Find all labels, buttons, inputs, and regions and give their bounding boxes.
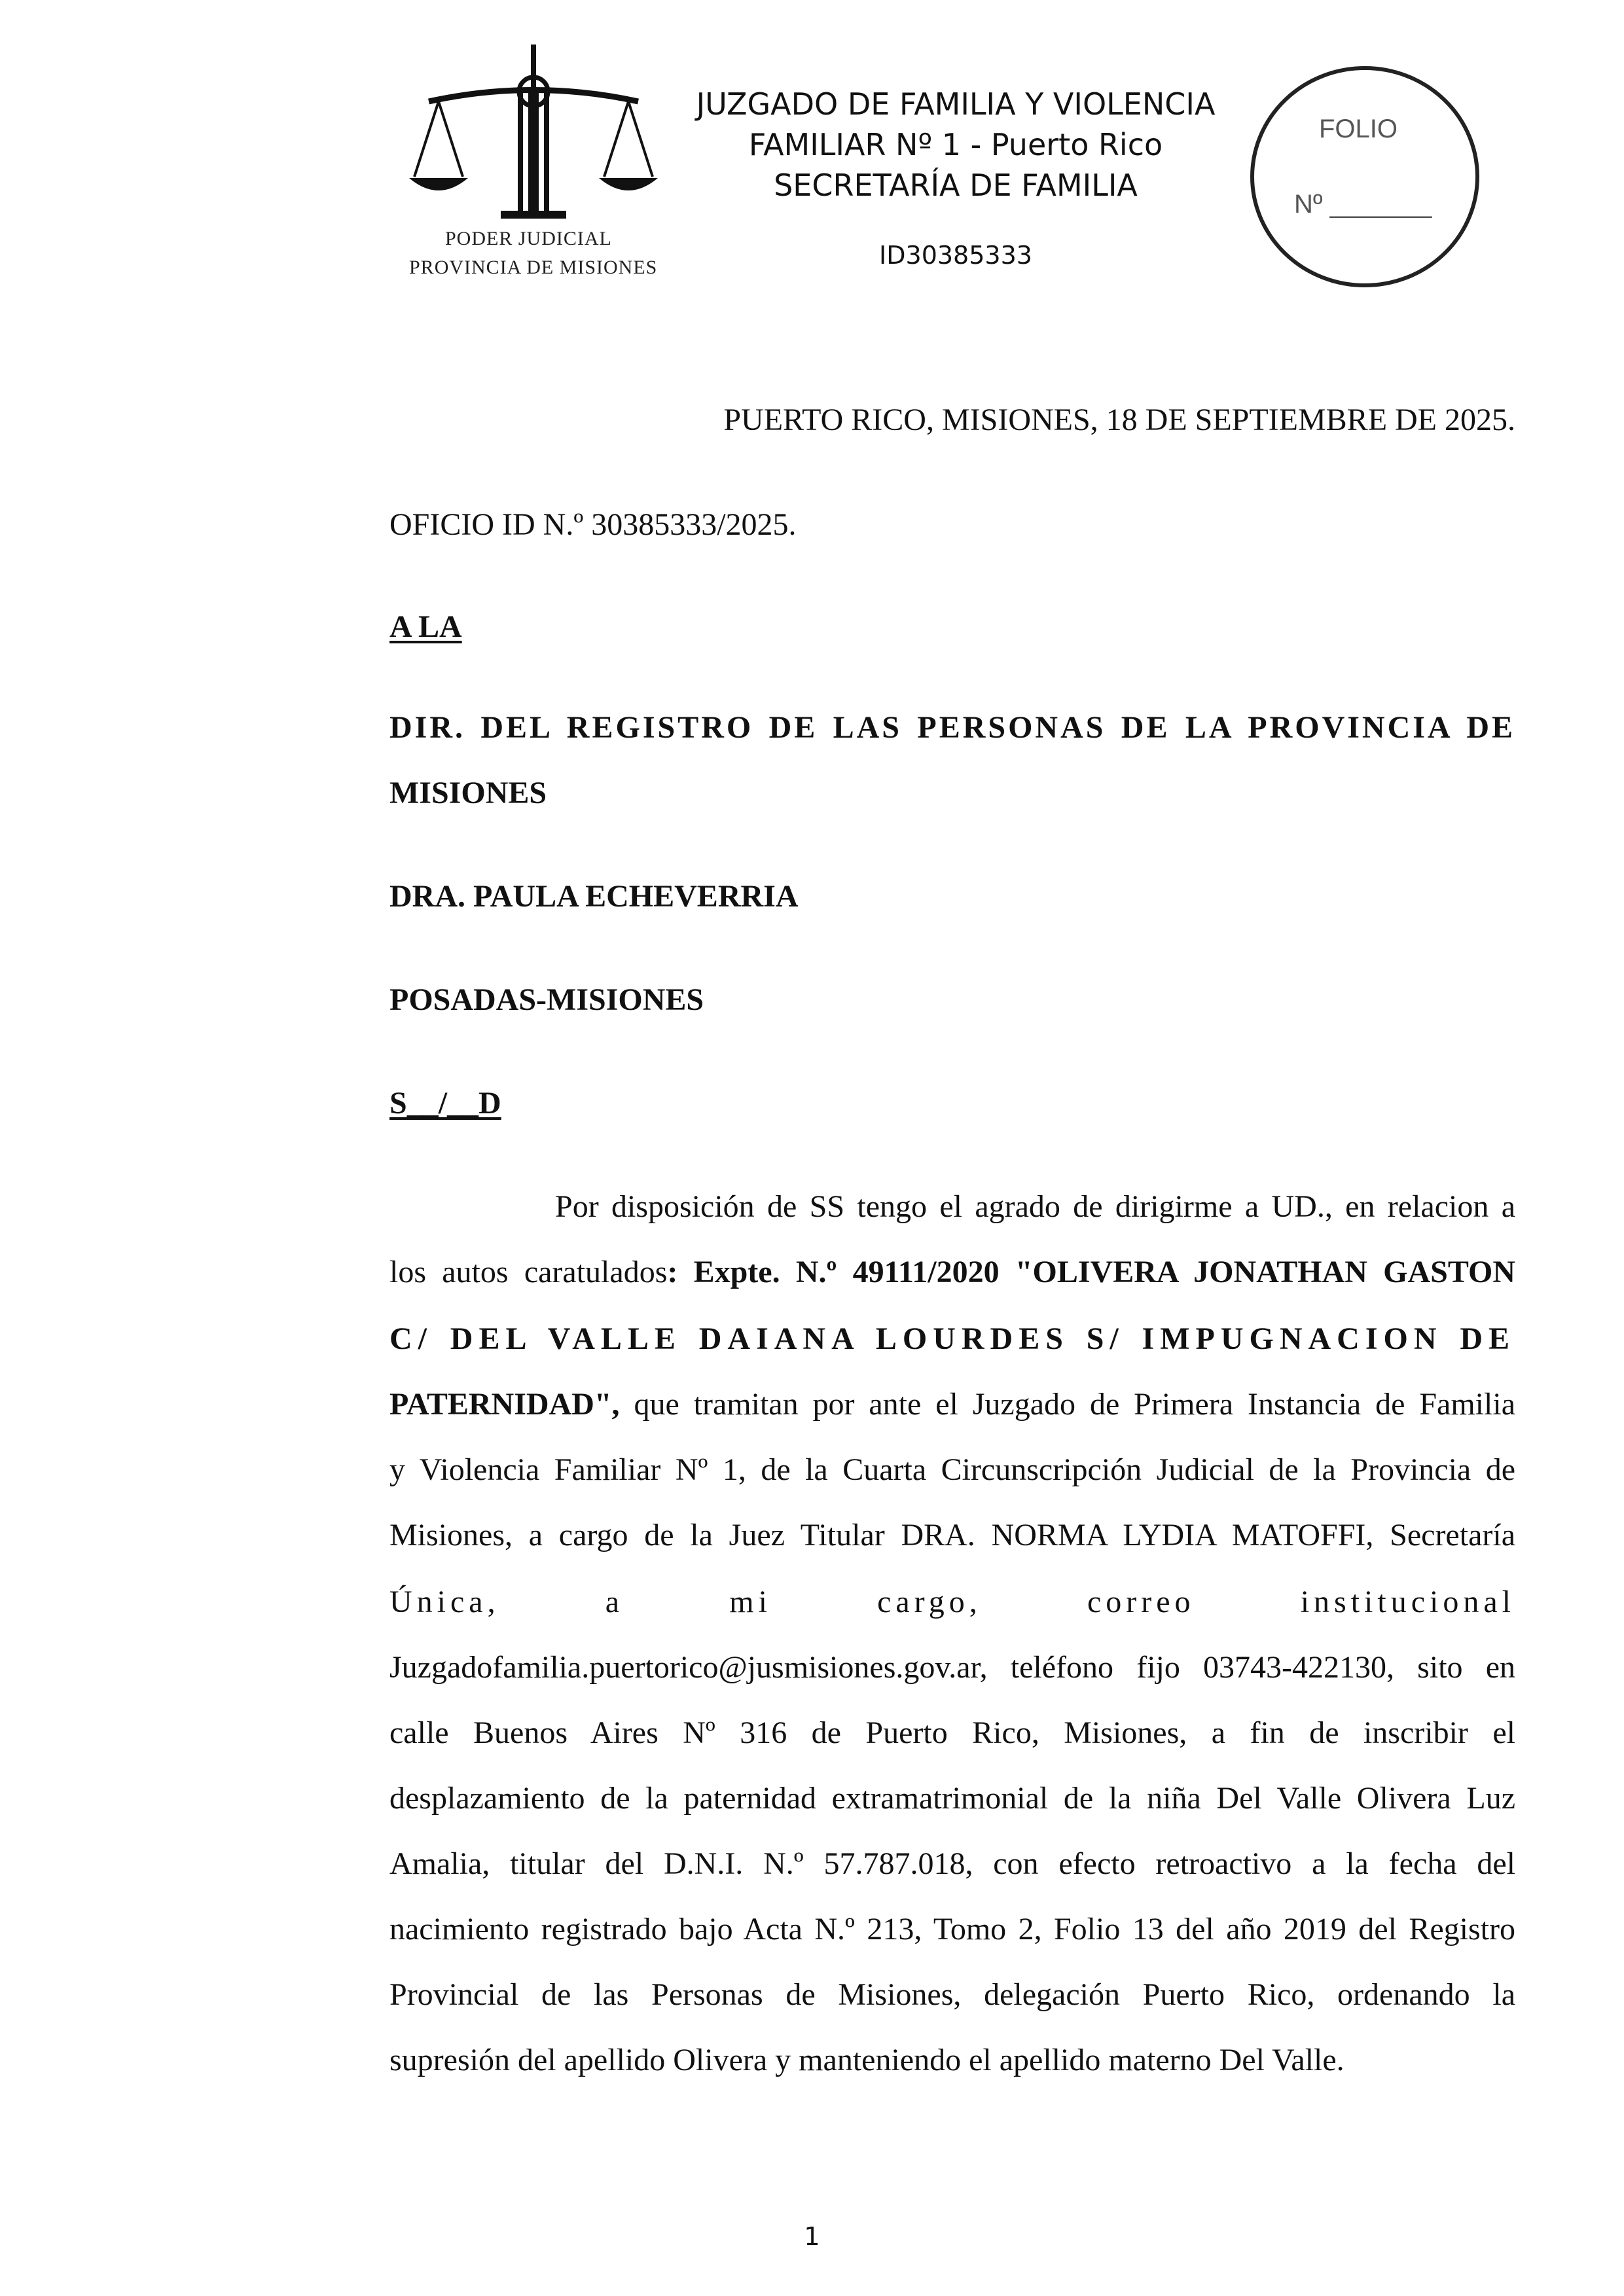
body-line-14: supresión del apellido Olivera y manteniendo el apellido materno Del Valle. — [389, 2043, 1344, 2077]
body-line-10: desplazamiento de la paternidad extramatrimonial de la niña Del Valle Olivera Luz — [389, 1781, 1515, 1816]
salutation-sd: S__/__D — [389, 1086, 501, 1121]
recipient-to: A LA — [389, 609, 462, 644]
body-line-1: Por disposición de SS tengo el agrado de dirigirme a UD., en relacion a — [555, 1189, 1515, 1224]
oficio-number: OFICIO ID N.º 30385333/2025. — [389, 507, 797, 542]
body-line-5: y Violencia Familiar Nº 1, de la Cuarta Circunscripción Judicial de la Provincia de — [389, 1452, 1515, 1487]
body-line-2-plain: los autos caratulados — [389, 1255, 668, 1289]
folio-stamp — [1247, 62, 1483, 291]
document-id: ID30385333 — [879, 241, 1032, 270]
recipient-person: DRA. PAULA ECHEVERRIA — [389, 879, 799, 914]
logo-text-provincia: PROVINCIA DE MISIONES — [409, 257, 658, 278]
body-line-4-plain: que tramitan por ante el Juzgado de Primera Instancia de Familia — [619, 1387, 1515, 1422]
recipient-city: POSADAS-MISIONES — [389, 982, 704, 1017]
folio-number-label: Nº _______ — [1294, 190, 1432, 219]
body-line-2 — [389, 1253, 1515, 1292]
body-line-8: Juzgadofamilia.puertorico@jusmisiones.gov.ar, teléfono fijo 03743-422130, sito en — [389, 1650, 1515, 1685]
date-line: PUERTO RICO, MISIONES, 18 DE SEPTIEMBRE DE 2025. — [723, 403, 1515, 437]
scales-of-justice-icon — [403, 39, 684, 288]
body-line-7: Única, a mi cargo, correo institucional — [389, 1585, 1515, 1619]
recipient-dir-line-2: MISIONES — [389, 776, 547, 810]
body-line-12: nacimiento registrado bajo Acta N.º 213, Tomo 2, Folio 13 del año 2019 del Registro — [389, 1912, 1515, 1946]
recipient-dir-line-1: DIR. DEL REGISTRO DE LAS PERSONAS DE LA PROVINCIA DE — [389, 710, 1515, 745]
body-line-11: Amalia, titular del D.N.I. N.º 57.787.018, con efecto retroactivo a la fecha del — [389, 1846, 1515, 1881]
court-line-3: SECRETARÍA DE FAMILIA — [774, 168, 1138, 203]
body-line-2-bold: : Expte. N.º 49111/2020 "OLIVERA JONATHAN GASTON — [667, 1255, 1515, 1289]
body-line-9: calle Buenos Aires Nº 316 de Puerto Rico, Misiones, a fin de inscribir el — [389, 1715, 1515, 1750]
court-header — [668, 84, 1244, 206]
body-line-13: Provincial de las Personas de Misiones, delegación Puerto Rico, ordenando la — [389, 1977, 1515, 2012]
body-line-3: C/ DEL VALLE DAIANA LOURDES S/ IMPUGNACION DE — [389, 1321, 1515, 1356]
court-line-1: JUZGADO DE FAMILIA Y VIOLENCIA — [696, 86, 1216, 122]
body-line-4 — [389, 1385, 1515, 1424]
court-line-2: FAMILIAR Nº 1 - Puerto Rico — [748, 127, 1163, 162]
body-line-6: Misiones, a cargo de la Juez Titular DRA. NORMA LYDIA MATOFFI, Secretaría — [389, 1518, 1515, 1552]
logo-text-poder-judicial: PODER JUDICIAL — [445, 228, 612, 249]
folio-label: FOLIO — [1319, 115, 1398, 143]
body-line-4-bold: PATERNIDAD", — [389, 1387, 620, 1422]
page-number: 1 — [804, 2222, 820, 2251]
